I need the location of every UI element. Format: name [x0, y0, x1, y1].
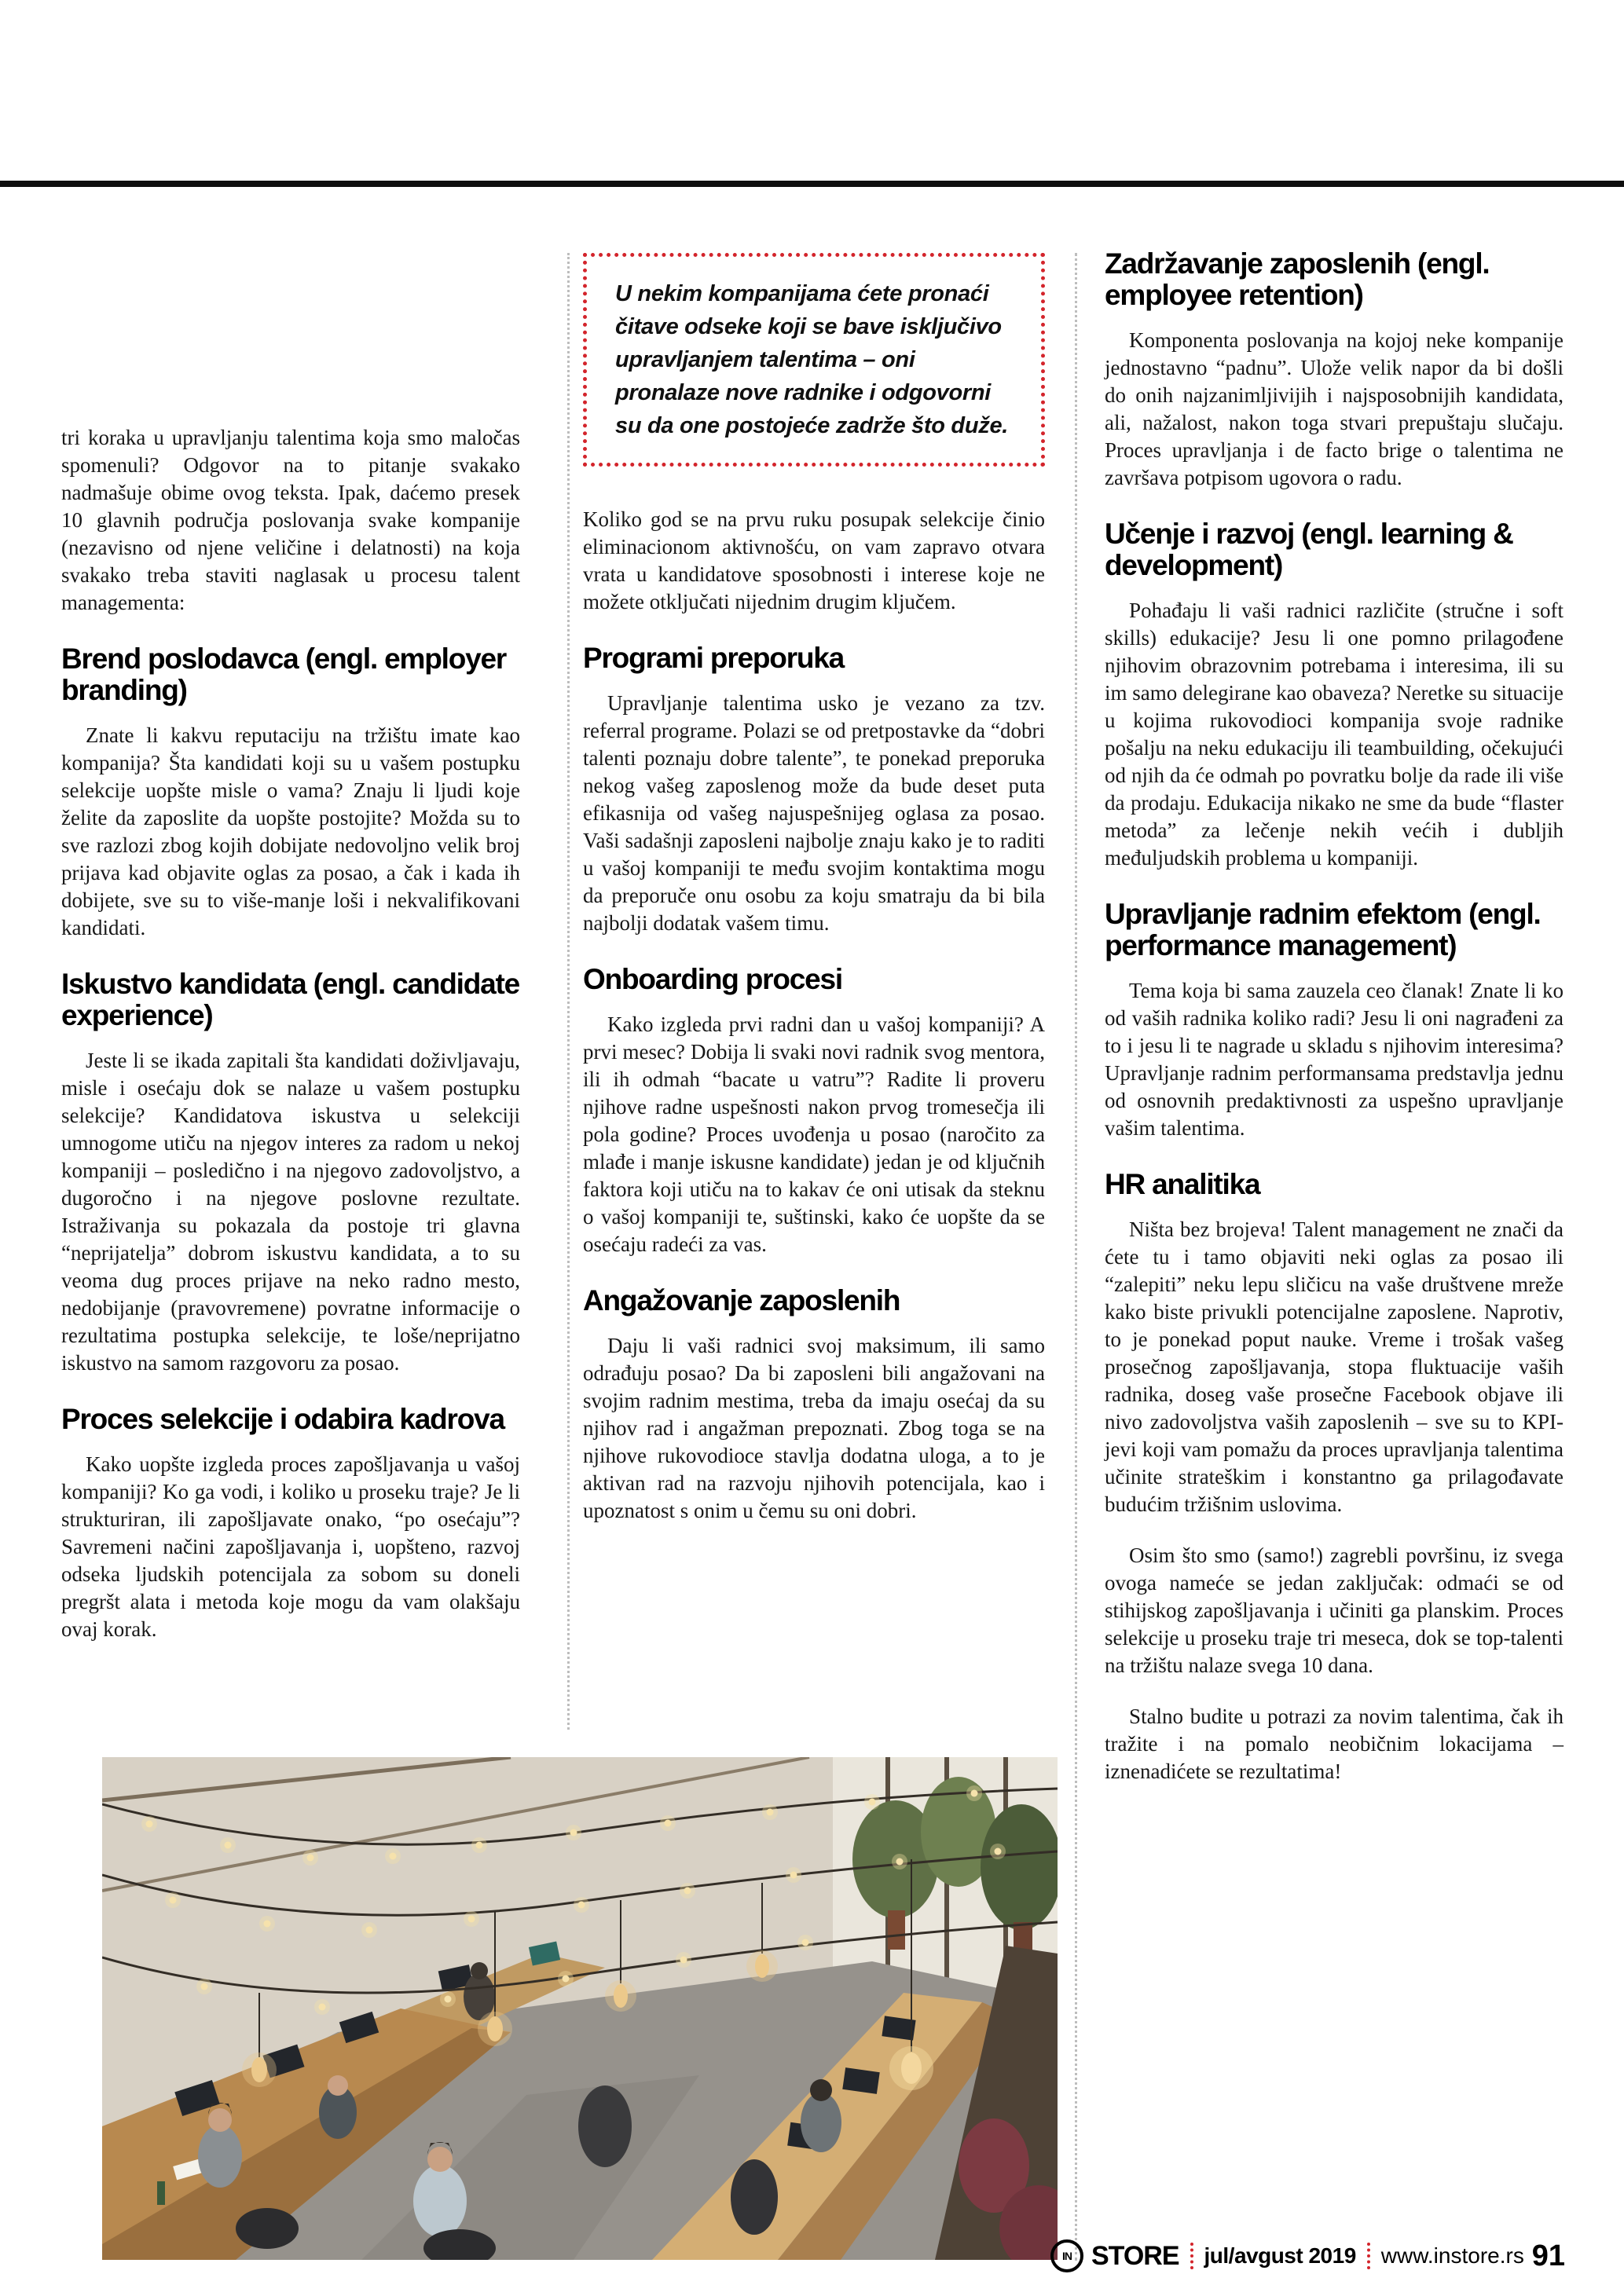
intro-paragraph: tri koraka u upravljanju talentima koja smo maločas spomenuli? Odgovor na to pitanje svakako nadmašuje obime ovog teksta. Ipak, daćemo presek 10 glavnih područja poslovanja svake kompanije (nezavisno od njene veličine i delatnosti) na koja svakako treba staviti naglasak u procesu talent managementa:	[61, 426, 520, 614]
heading-learning-development: Učenje i razvoj (engl. learning & development)	[1105, 517, 1513, 581]
top-rule	[0, 181, 1624, 187]
column-1	[61, 424, 520, 1643]
footer-brand: STORE	[1091, 2240, 1179, 2271]
page-footer	[1050, 2237, 1565, 2275]
closing-paragraph: Stalno budite u potrazi za novim talentima, čak ih tražite i na pomalo neobičnim lokacijama – iznenadićete se rezultatima!	[1105, 1704, 1564, 1783]
onboarding-paragraph: Kako izgleda prvi radni dan u vašoj kompaniji? A prvi mesec? Dobija li svaki novi radnik svog mentora, ili ih odmah “bacate u vatru”? Radite li proveru njihove radne uspešnosti nakon prvog tromesečja ili pola godine? Proces uvođenja u posao (naročito za mlađe i manje iskusne kandidate) jedan je od ključnih faktora koji utiču na to kakav će oni utisak da steknu o vašoj kompaniji te, suštinski, kako će uopšte da se osećaju radeći za vas.	[583, 1013, 1045, 1257]
column-3	[1105, 248, 1564, 1785]
heading-employer-branding: Brend poslodavca (engl. employer branding)	[61, 643, 507, 706]
column-divider-right	[1075, 253, 1077, 2261]
office-photo-illustration	[102, 1757, 1058, 2260]
column-divider-left	[567, 253, 570, 1730]
footer-website: www.instore.rs	[1380, 2243, 1524, 2268]
heading-referral-programs: Programi preporuka	[583, 642, 845, 675]
heading-candidate-experience: Iskustvo kandidata (engl. candidate experience)	[61, 967, 520, 1031]
hr-analytics-paragraph: Ništa bez brojeva! Talent management ne znači da ćete tu i tamo objaviti neki oglas za posao ili “zalepiti” neku lepu sličicu na vaše društvene mreže kako biste privukli potencijalne zaposlene. Naprotiv, to je ponekad poput nauke. Vreme i trošak vašeg prosečnog zapošljavanja, stopa fluktuacije vaših radnika, doseg vaše prosečne Facebook objave ili nivo zadovoljstva vaših zaposlenih – sve su to KPI-jevi koji vam pomažu da proces upravljanja talentima učinite strateškim i konstantno ga prilagođavate budućim tržišnim uslovima.	[1105, 1217, 1564, 1516]
employee-retention-paragraph: Komponenta poslovanja na kojoj neke kompanije jednostavno “padnu”. Ulože velik napor da bi došli do onih najzanimljivijih i najsposobnijih kandidata, ali, nažalost, nakon toga stvari prepuštaju slučaju. Proces upravljanja i de facto brige o talentima ne završava potpisom ugovora o radu.	[1105, 328, 1564, 489]
heading-hr-analytics: HR analitika	[1105, 1167, 1260, 1200]
page-number: 91	[1531, 2239, 1565, 2272]
employer-branding-paragraph: Znate li kakvu reputaciju na tržištu imate kao kompanija? Šta kandidati koji su u vašem postupku selekcije uopšte misle o vama? Znaju li ljudi koje želite da zaposlite da uopšte postojite? Možda su to sve razlozi zbog kojih dobijate nedovoljno velik broj prijava kad objavite oglas za posao, a čak i kada ih dobijete, sve su to više-manje loši i nekvalifikovani kandidati.	[61, 723, 520, 939]
referral-programs-paragraph: Upravljanje talentima usko je vezano za tzv. referral programe. Polazi se od pretpostavke da “dobri talenti poznaju dobre talente”, te ponekad preporuka nekog vašeg zaposlenog može da bude deset puta efikasnija od vašeg najuspešnijeg oglasa za posao. Vaši sadašnji zaposleni najbolje znaju kako je to raditi u vašoj kompaniji te među svojim kontaktima mogu da preporuče onu osobu za koju smatraju da bi bila najbolji dodatak vašem timu.	[583, 691, 1045, 936]
footer-issue-date: jul/avgust 2019	[1204, 2243, 1356, 2268]
conclusion-paragraph: Osim što smo (samo!) zagrebli površinu, iz svega ovoga nameće se jedan zaključak: odmaći se od stihijskog zapošljavanja i učiniti ga planskim. Proces selekcije u proseku traje tri meseca, dok se top-talenti na tržištu nalaze svega 10 dana.	[1105, 1543, 1564, 1677]
performance-management-paragraph: Tema koja bi sama zauzela ceo članak! Znate li ko od vaših radnika koliko radi? Jesu li oni nagrađeni za to i jesu li te nagrade u skladu s njihovim interesima? Upravljanje radnim performansama predstavlja jednu od osnovnih predaktivnosti za uspešno upravljanje vašim talentima.	[1105, 978, 1564, 1140]
selection-process-paragraph: Kako uopšte izgleda proces zapošljavanja u vašoj kompaniji? Ko ga vodi, i koliko u proseku traje? Je li strukturiran, ili zapošljavate onako, “po osećaju”? Savremeni načini zapošljavanja i, uopšteno, razvoj odseka ljudskih potencijala za sobom su doneli pregršt alata i metoda koje mogu da vam olakšaju ovaj korak.	[61, 1452, 520, 1641]
heading-engagement: Angažovanje zaposlenih	[583, 1284, 900, 1317]
pull-quote-box: U nekim kompanijama ćete pronaći čitave odseke koji se bave isključivo upravljanjem talentima – oni pronalaze nove radnike i odgovorni su da one postojeće zadrže što duže.	[583, 253, 1045, 467]
learning-development-paragraph: Pohađaju li vaši radnici različite (stručne i soft skills) edukacije? Jesu li one pomno prilagođene njihovim obrazovnim potrebama i interesima, ili su im samo delegirane kao obaveza? Neretke su situacije u kojima rukovodioci kompanija svoje radnike pošalju na neku edukaciju ili teambuilding, očekujući od njih da će odmah po povratku bolje da rade ili više da prodaju. Edukacija nikako ne sme da bude “flaster metoda” za lečenje nekih većih i dubljih međuljudskih problema u kompaniji.	[1105, 598, 1564, 870]
office-photo	[102, 1757, 1058, 2260]
heading-onboarding: Onboarding procesi	[583, 963, 842, 996]
heading-selection-process: Proces selekcije i odabira kadrova	[61, 1402, 504, 1435]
heading-employee-retention: Zadržavanje zaposlenih (engl. employee retention)	[1105, 247, 1490, 311]
footer-separator-dots	[1190, 2243, 1193, 2269]
footer-separator-dots	[1367, 2243, 1370, 2269]
heading-performance-management: Upravljanje radnim efektom (engl. performance management)	[1105, 897, 1541, 961]
column-2	[583, 253, 1045, 1525]
candidate-experience-paragraph: Jeste li se ikada zapitali šta kandidati doživljavaju, misle i osećaju dok se nalaze u vašem postupku selekcije? Kandidatova iskustva u selekciji umnogome utiču na njegov interes za radom u nekoj kompaniji – posledično i na njegovo zadovoljstvo, a dugoročno i na njegove poslovne rezultate. Istraživanja su pokazala da postoje tri glavna “neprijatelja” dobrom iskustvu kandidata, a to su veoma dug proces prijave na neko radno mesto, nedobijanje (pravovremene) povratne informacije o rezultatima postupka selekcije, te loše/neprijatno iskustvo na samom razgovoru za posao.	[61, 1048, 520, 1375]
engagement-paragraph: Daju li vaši radnici svoj maksimum, ili samo odrađuju posao? Da bi zaposleni bili angažovani na svojim radnim mestima, treba da imaju osećaj da su njihov rad i angažman prepoznati. Zbog toga se na njihove rukovodioce stavlja dodatna uloga, a to je aktivan rad na razvoju njihovih potencijala, kao i upoznatost s onim u čemu su oni dobri.	[583, 1334, 1045, 1523]
lead-paragraph: Koliko god se na prvu ruku posupak selekcije činio eliminacionom aktivnošću, on vam zapravo otvara vrata u kandidatove sposobnosti i interese koje ne možete otključati nijednim drugim ključem.	[583, 507, 1045, 614]
instore-logo-icon: IN	[1050, 2239, 1083, 2272]
